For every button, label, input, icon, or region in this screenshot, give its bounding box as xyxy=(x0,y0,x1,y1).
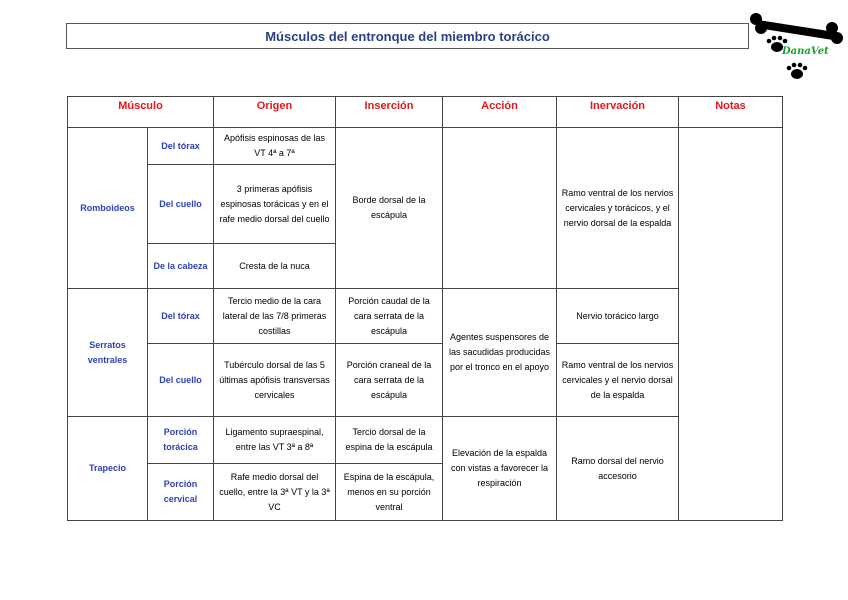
header-row xyxy=(68,97,783,128)
header-origen: Origen xyxy=(214,97,336,128)
origen-cell: 3 primeras apófisis espinosas torácicas y en el rafe medio dorsal del cuello xyxy=(214,165,336,244)
muscle-part: Del cuello xyxy=(148,344,214,417)
header-accion: Acción xyxy=(443,97,557,128)
bone-icon xyxy=(750,13,843,44)
muscle-part: Porción torácica xyxy=(148,417,214,464)
origen-cell: Tubérculo dorsal de las 5 últimas apófisis transversas cervicales xyxy=(214,344,336,417)
inervacion-cell: Nervio torácico largo xyxy=(557,289,679,344)
insercion-cell: Porción craneal de la cara serrata de la escápula xyxy=(336,344,443,417)
accion-cell: Agentes suspensores de las sacudidas producidas por el tronco en el apoyo xyxy=(443,289,557,417)
muscle-part: De la cabeza xyxy=(148,244,214,289)
insercion-cell: Porción caudal de la cara serrata de la escápula xyxy=(336,289,443,344)
inervacion-cell: Ramo ventral de los nervios cervicales y el nervio dorsal de la espalda xyxy=(557,344,679,417)
table-row xyxy=(68,344,783,417)
accion-cell: Elevación de la espalda con vistas a favorecer la respiración xyxy=(443,417,557,521)
header-notas: Notas xyxy=(679,97,783,128)
insercion-cell: Espina de la escápula, menos en su porción ventral xyxy=(336,464,443,521)
header-musculo: Músculo xyxy=(68,97,214,128)
insercion-cell: Tercio dorsal de la espina de la escápula xyxy=(336,417,443,464)
muscles-table xyxy=(67,96,783,521)
inervacion-cell: Ramo dorsal del nervio accesorio xyxy=(557,417,679,521)
header-inervacion: Inervación xyxy=(557,97,679,128)
origen-cell: Rafe medio dorsal del cuello, entre la 3ª VT y la 3ª VC xyxy=(214,464,336,521)
muscle-part: Del cuello xyxy=(148,165,214,244)
table-row xyxy=(68,289,783,344)
origen-cell: Tercio medio de la cara lateral de las 7/8 primeras costillas xyxy=(214,289,336,344)
origen-cell: Apófisis espinosas de las VT 4ª a 7ª xyxy=(214,128,336,165)
logo-text: DanaVet xyxy=(782,46,829,57)
origen-cell: Cresta de la nuca xyxy=(214,244,336,289)
muscle-part: Del tórax xyxy=(148,289,214,344)
muscle-name: Serratos ventrales xyxy=(68,289,148,417)
header-insercion: Inserción xyxy=(336,97,443,128)
table-row xyxy=(68,128,783,165)
paw-icon xyxy=(787,63,808,79)
table-row xyxy=(68,417,783,464)
muscle-name: Trapecio xyxy=(68,417,148,521)
accion-cell xyxy=(443,128,557,289)
muscle-part: Porción cervical xyxy=(148,464,214,521)
insercion-cell: Borde dorsal de la escápula xyxy=(336,128,443,289)
inervacion-cell: Ramo ventral de los nervios cervicales y torácicos, y el nervio dorsal de la espalda xyxy=(557,128,679,289)
page-title: Músculos del entronque del miembro torácico xyxy=(66,23,749,49)
muscle-name: Romboideos xyxy=(68,128,148,289)
muscle-part: Del tórax xyxy=(148,128,214,165)
notas-cell xyxy=(679,128,783,521)
origen-cell: Ligamento supraespinal, entre las VT 3ª a 8ª xyxy=(214,417,336,464)
